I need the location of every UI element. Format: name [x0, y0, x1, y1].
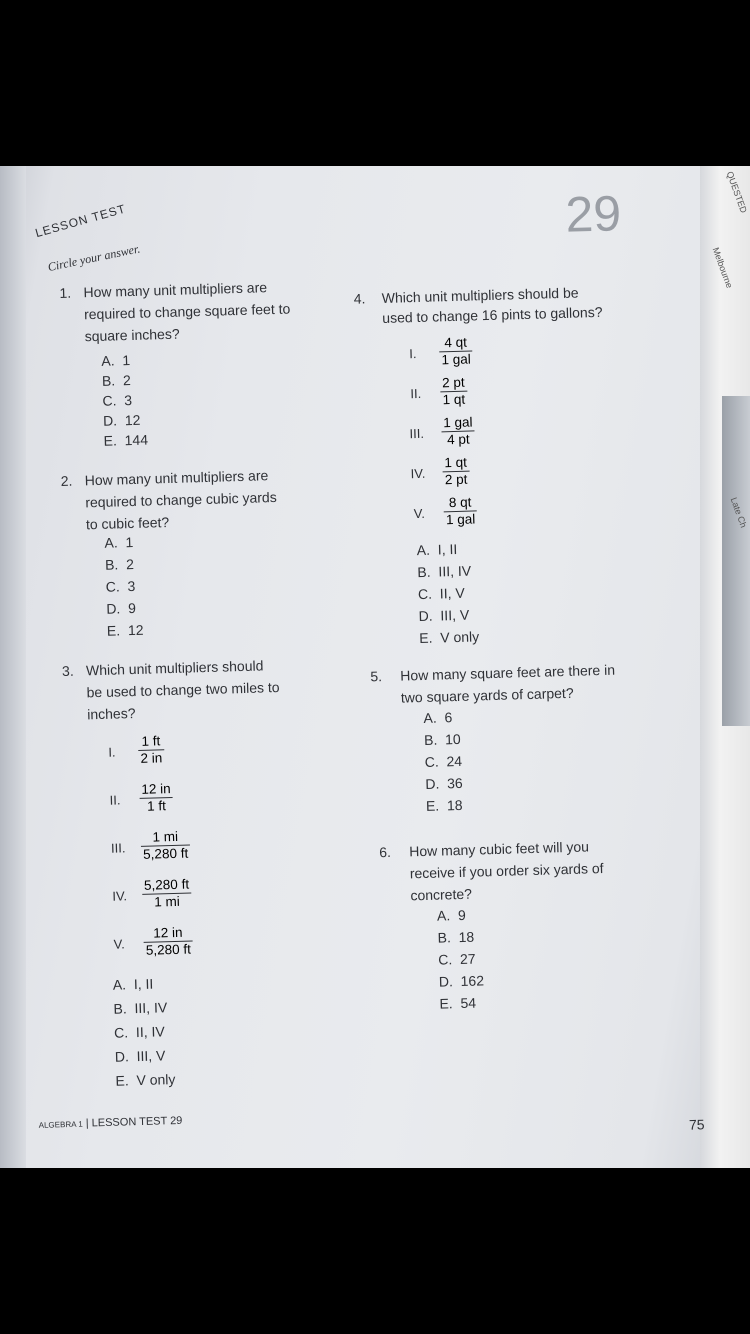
- choice-value: II, IV: [135, 1023, 165, 1041]
- choice[interactable]: [101, 352, 130, 369]
- unit-multiplier: [143, 925, 193, 959]
- question-line: required to change cubic yards: [85, 488, 277, 511]
- question-number: 1.: [59, 284, 72, 301]
- choice[interactable]: [417, 541, 458, 558]
- question-line: inches?: [87, 705, 136, 723]
- choice-letter: E.: [419, 629, 433, 647]
- choice-letter: E.: [106, 622, 121, 639]
- denominator: 2 pt: [444, 471, 468, 488]
- denominator: 1 qt: [442, 391, 466, 408]
- numerator: 12 in: [143, 925, 193, 943]
- choice[interactable]: [106, 600, 136, 617]
- choice[interactable]: [425, 775, 463, 792]
- choice-letter: C.: [105, 578, 120, 595]
- choice-value: I, II: [437, 540, 458, 558]
- multiplier-label: III.: [110, 840, 126, 856]
- multiplier-label: IV.: [112, 888, 128, 904]
- multiplier-label: IV.: [410, 465, 426, 482]
- choice-letter: D.: [106, 600, 121, 617]
- choice[interactable]: [424, 731, 461, 748]
- choice-letter: E.: [439, 995, 453, 1012]
- question-line: used to change 16 pints to gallons?: [382, 303, 603, 326]
- choice[interactable]: [115, 1071, 175, 1089]
- choice-letter: A.: [112, 976, 127, 993]
- numerator: 1 gal: [441, 414, 475, 432]
- choice-value: 36: [446, 774, 463, 792]
- instruction: Circle your answer.: [46, 241, 142, 275]
- choice-letter: A.: [416, 541, 431, 559]
- choice-value: 54: [460, 994, 477, 1012]
- question-line: to cubic feet?: [85, 513, 170, 533]
- multiplier-label: II.: [410, 385, 422, 402]
- choice-letter: E.: [115, 1072, 129, 1089]
- choice-letter: C.: [424, 753, 439, 770]
- choice-value: V only: [136, 1071, 176, 1089]
- choice-letter: C.: [102, 392, 117, 409]
- choice-letter: B.: [104, 556, 119, 573]
- worksheet-page: [0, 166, 714, 1168]
- unit-multiplier: [138, 733, 165, 767]
- question-line: required to change square feet to: [83, 300, 291, 323]
- question-number: 3.: [61, 662, 74, 680]
- choice-value: 2: [125, 555, 135, 573]
- choice-value: 1: [122, 352, 131, 369]
- choice-letter: C.: [417, 585, 433, 603]
- choice-value: 6: [444, 709, 453, 726]
- choice[interactable]: [439, 972, 485, 989]
- choice-value: 10: [444, 730, 461, 748]
- choice-value: I, II: [133, 975, 154, 993]
- edge-fragment: Melbourne: [710, 246, 735, 290]
- question-number: 4.: [353, 290, 366, 307]
- choice[interactable]: [437, 907, 466, 924]
- numerator: 8 qt: [443, 494, 477, 512]
- choice-letter: B.: [437, 929, 452, 946]
- choice-letter: B.: [101, 372, 116, 389]
- choice-value: 2: [122, 372, 131, 389]
- choice-value: III, IV: [134, 999, 168, 1017]
- numerator: 5,280 ft: [142, 877, 192, 895]
- unit-multiplier: [139, 781, 173, 815]
- choice-letter: A.: [423, 709, 437, 726]
- question-line: Which unit multipliers should: [85, 657, 264, 679]
- choice[interactable]: [437, 929, 474, 946]
- choice-value: III, V: [136, 1047, 166, 1065]
- question-number: 5.: [370, 668, 383, 685]
- choice-value: II, V: [439, 584, 465, 602]
- choice-letter: E.: [103, 432, 118, 449]
- choice-value: 27: [459, 950, 476, 968]
- choice-value: III, IV: [438, 562, 472, 580]
- footer-separator: |: [85, 1117, 89, 1130]
- question-line: How many square feet are there in: [400, 661, 616, 684]
- lesson-label: LESSON TEST: [33, 201, 128, 241]
- question-line: two square yards of carpet?: [400, 684, 574, 706]
- choice-letter: D.: [438, 973, 454, 990]
- choice-letter: C.: [113, 1024, 129, 1041]
- choice-letter: A.: [436, 907, 451, 924]
- choice-value: 1: [125, 534, 134, 551]
- numerator: 4 qt: [439, 334, 473, 352]
- choice-value: 24: [446, 752, 463, 770]
- unit-multiplier: [140, 829, 190, 863]
- unit-multiplier: [439, 334, 473, 368]
- multiplier-label: V.: [113, 936, 125, 952]
- choice-value: 3: [124, 391, 133, 409]
- choice[interactable]: [102, 392, 132, 409]
- choice[interactable]: [103, 412, 141, 429]
- choice-letter: A.: [104, 534, 118, 551]
- choice-letter: D.: [102, 412, 118, 429]
- denominator: 1 gal: [441, 351, 471, 368]
- choice[interactable]: [104, 534, 133, 551]
- numerator: 1 ft: [138, 733, 164, 751]
- denominator: 1 gal: [445, 511, 476, 528]
- question-line: square inches?: [84, 325, 180, 345]
- choice[interactable]: [418, 585, 465, 602]
- choice[interactable]: [423, 709, 452, 726]
- numerator: 1 mi: [140, 829, 190, 847]
- choice[interactable]: [114, 1023, 165, 1040]
- question-line: How many unit multipliers are: [83, 279, 268, 301]
- book-title: ALGEBRA 1: [38, 1119, 83, 1130]
- question-line: How many unit multipliers are: [84, 467, 269, 489]
- multiplier-label: I.: [409, 346, 417, 362]
- choice-letter: B.: [417, 563, 431, 581]
- choice[interactable]: [113, 999, 167, 1016]
- denominator: 2 in: [140, 750, 163, 766]
- choice-value: 3: [127, 577, 136, 595]
- edge-fragment: Late Ch: [728, 496, 749, 530]
- choice[interactable]: [426, 797, 463, 814]
- edge-fragment: QUESTED: [724, 170, 749, 215]
- question-line: Which unit multipliers should be: [381, 284, 579, 306]
- choice-value: 12: [124, 411, 141, 429]
- photo-frame: [0, 166, 750, 1168]
- lesson-number: 29: [564, 185, 622, 243]
- unit-multiplier: [441, 414, 475, 448]
- choice[interactable]: [105, 578, 135, 595]
- multiplier-label: I.: [108, 744, 116, 760]
- choice-value: 18: [458, 928, 475, 946]
- unit-multiplier: [142, 877, 192, 911]
- choice-value: V only: [440, 628, 480, 646]
- choice[interactable]: [113, 976, 154, 993]
- denominator: 1 mi: [154, 893, 180, 910]
- choice-letter: B.: [423, 731, 438, 748]
- denominator: 5,280 ft: [142, 845, 189, 862]
- choice-letter: D.: [418, 607, 433, 625]
- choice[interactable]: [417, 563, 471, 580]
- multiplier-label: II.: [109, 792, 121, 808]
- choice-value: 9: [457, 906, 467, 924]
- choice-letter: D.: [425, 775, 440, 792]
- edge-band: [722, 396, 750, 726]
- denominator: 1 ft: [146, 798, 167, 814]
- page-number: 75: [688, 1116, 705, 1133]
- unit-multiplier: [440, 375, 467, 409]
- choice[interactable]: [438, 951, 476, 968]
- choice[interactable]: [439, 995, 476, 1012]
- choice[interactable]: [105, 556, 134, 573]
- choice-value: 9: [127, 599, 137, 617]
- choice-value: III, V: [440, 606, 470, 624]
- multiplier-label: III.: [409, 425, 425, 442]
- choice-letter: D.: [114, 1048, 130, 1065]
- numerator: 2 pt: [440, 375, 467, 393]
- numerator: 1 qt: [442, 455, 469, 473]
- choice-value: 162: [460, 972, 485, 990]
- question-line: concrete?: [410, 885, 473, 904]
- multiplier-label: V.: [413, 505, 426, 522]
- choice-letter: B.: [113, 1000, 127, 1017]
- choice-value: 144: [124, 431, 149, 449]
- choice[interactable]: [424, 753, 462, 770]
- choice[interactable]: [115, 1047, 166, 1064]
- unit-multiplier: [442, 455, 469, 489]
- choice-letter: C.: [438, 951, 453, 968]
- question-line: be used to change two miles to: [86, 678, 280, 701]
- numerator: 12 in: [139, 781, 173, 799]
- choice[interactable]: [419, 628, 479, 646]
- choice[interactable]: [418, 607, 469, 624]
- unit-multiplier: [443, 494, 477, 528]
- denominator: 4 pt: [446, 431, 470, 448]
- choice[interactable]: [107, 622, 144, 639]
- question-number: 6.: [378, 843, 392, 861]
- choice[interactable]: [102, 372, 131, 389]
- choice-value: 12: [127, 621, 144, 639]
- question-line: How many cubic feet will you: [408, 838, 590, 860]
- choice[interactable]: [103, 432, 148, 449]
- denominator: 5,280 ft: [145, 941, 192, 958]
- choice-value: 18: [446, 796, 463, 814]
- choice-letter: A.: [101, 352, 115, 369]
- question-number: 2.: [60, 472, 73, 490]
- choice-letter: E.: [425, 797, 440, 814]
- test-title: LESSON TEST 29: [91, 1114, 183, 1130]
- question-line: receive if you order six yards of: [409, 860, 604, 882]
- page-footer: [39, 1115, 183, 1131]
